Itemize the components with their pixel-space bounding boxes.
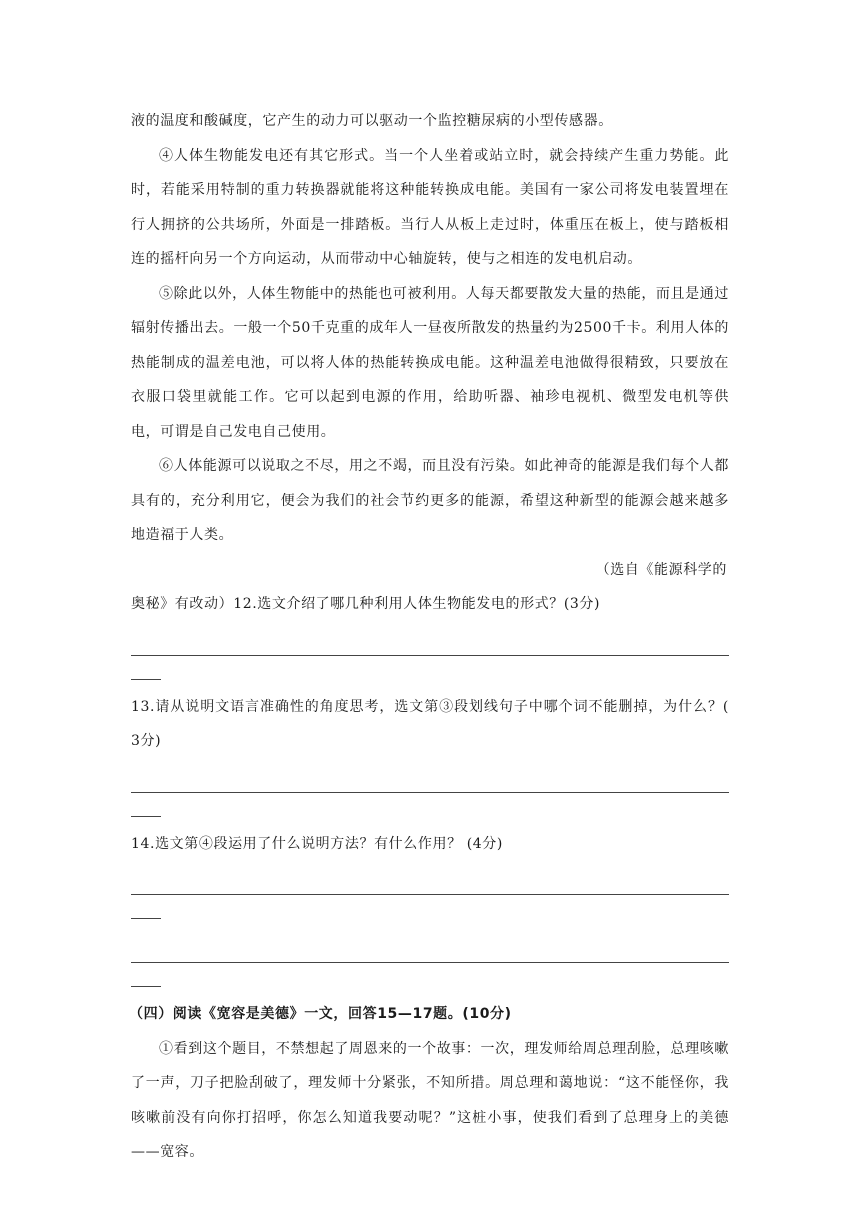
answer-line-q14-a-end[interactable] — [131, 895, 729, 929]
paragraph-6: ⑥人体能源可以说取之不尽，用之不竭，而且没有污染。如此神奇的能源是我们每个人都具有的，充分利用它，便会为我们的社会节约更多的能源，希望这种新型的能源会越来越多地造福于人类。 — [131, 458, 729, 543]
paragraph-4: ④人体生物能发电还有其它形式。当一个人坐着或站立时，就会持续产生重力势能。此时，若能采用特制的重力转换器就能将这种能转换成电能。美国有一家公司将发电装置埋在行人拥挤的公共场所，外面是一排踏板。当行人从板上走过时，体重压在板上，使与踏板相连的摇杆向另一个方向运动，从而带动中心轴旋转，使与之相连的发电机启动。 — [131, 147, 729, 267]
section-4-paragraph-1: ①看到这个题目，不禁想起了周恩来的一个故事：一次，理发师给周总理刮脸，总理咳嗽了一声，刀子把脸刮破了，理发师十分紧张，不知所措。周总理和蔼地说：“这不能怪你，我咳嗽前没有向你打招呼，你怎么知道我要动呢？”这桩小事，使我们看到了总理身上的美德——宽容。 — [131, 1040, 729, 1160]
paragraph-3-tail: 液的温度和酸碱度，它产生的动力可以驱动一个监控糖尿病的小型传感器。 — [131, 113, 613, 129]
answer-line-q14-b-end[interactable] — [131, 963, 729, 997]
document-page — [131, 104, 729, 1170]
section-4-heading: （四）阅读《宽容是美德》一文，回答15—17题。(10分) — [129, 1006, 512, 1022]
question-13: 13.请从说明文语言准确性的角度思考，选文第③段划线句子中哪个词不能删掉，为什么？( 3分) — [131, 698, 729, 749]
source-citation: （选自《能源科学的 — [595, 561, 727, 578]
answer-line-q13-end[interactable] — [131, 793, 729, 827]
paragraph-5: ⑤除此以外，人体生物能中的热能也可被利用。人每天都要散发大量的热能，而且是通过辐射传播出去。一般一个50千克重的成年人一昼夜所散发的热量约为2500千卡。利用人体的热能制成的温差电池，可以将人体的热能转换成电能。这种温差电池做得很精致，只要放在衣服口袋里就能工作。它可以起到电源的作用，给助听器、袖珍电视机、微型发电机等供电，可谓是自己发电自己使用。 — [131, 285, 729, 440]
answer-line-q12-end[interactable] — [131, 656, 729, 690]
answer-line-q12[interactable] — [131, 622, 729, 656]
answer-line-q13[interactable] — [131, 759, 729, 793]
question-12: 奥秘》有改动）12.选文介绍了哪几种利用人体生物能发电的形式？(3分) — [131, 596, 601, 612]
answer-line-q14-a[interactable] — [131, 861, 729, 895]
answer-line-q14-b[interactable] — [131, 929, 729, 963]
question-14: 14.选文第④段运用了什么说明方法？有什么作用？ (4分) — [131, 835, 503, 852]
